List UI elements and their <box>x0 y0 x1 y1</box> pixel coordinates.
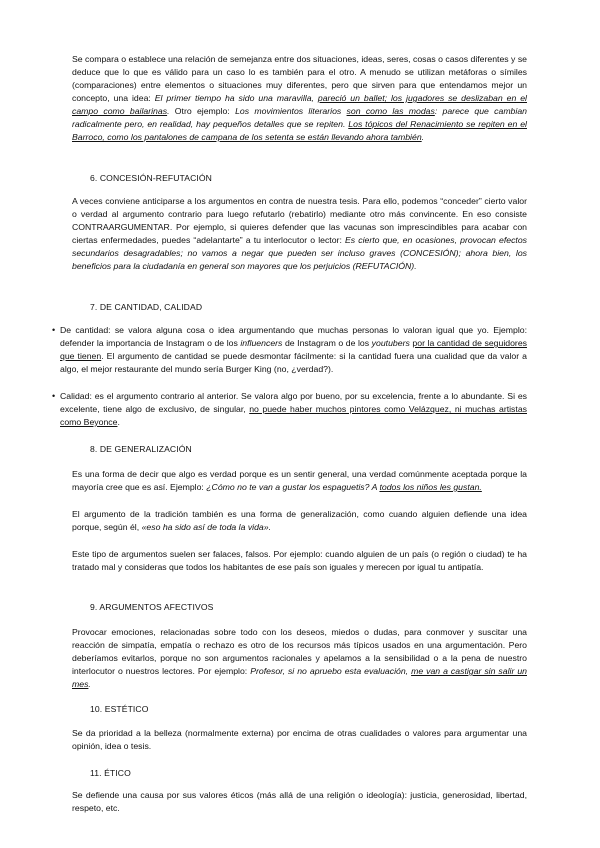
list-item-text: de Instagram o de los <box>282 338 372 348</box>
generalizacion-paragraph-3 <box>72 548 527 574</box>
estetico-paragraph <box>72 727 527 753</box>
underlined-text: no puede haber muchos pintores como Velázquez, ni muchas artistas como Beyonce <box>60 404 527 427</box>
paragraph-text: Se da prioridad a la belleza (normalmente externa) por encima de otras cualidades o valores para argumentar una opinión, idea o tesis. <box>72 728 527 751</box>
intro-paragraph <box>72 53 527 144</box>
example-underlined: pareció un ballet; los jugadores se deslizaban en el campo como bailarinas <box>72 93 527 116</box>
paragraph-text: A veces conviene anticiparse a los argumentos en contra de nuestra tesis. Para ello, podemos “conceder” cierto valor o verdad al argumento contrario para luego refutarlo (rebatirlo) mediante otro más convincente. En eso consiste CONTRAARGUMENTAR. Por ejemplo, si quieres defender que las vacunas son imprescindibles para acabar con ciertas enfermedades, puedes “adelantarte” a tu interlocutor o lector: <box>72 196 527 245</box>
list-item-text: Calidad: es el argumento contrario al anterior. Se valora algo por bueno, por su excelencia, frente a lo abundante. Si es excelente, tiene algo de exclusivo, de singular, <box>60 391 527 414</box>
section-heading-afectivos: 9. ARGUMENTOS AFECTIVOS <box>90 602 214 612</box>
example-text: influencers <box>240 338 283 348</box>
list-item-text: De cantidad: se valora alguna cosa o idea argumentando que muchas personas lo valoran igual que yo. Ejemplo: defender la importancia de Instagram o de los <box>60 325 527 348</box>
section-heading-concesion: 6. CONCESIÓN-REFUTACIÓN <box>90 173 212 183</box>
example-text: . <box>88 679 91 689</box>
example-text: Profesor, si no apruebo esta evaluación, <box>250 666 412 676</box>
section-heading-estetico: 10. ESTÉTICO <box>90 704 149 714</box>
paragraph-text: El argumento de la tradición también es una forma de generalización, como cuando alguien defiende una idea porque, según él, <box>72 509 527 532</box>
etico-paragraph <box>72 789 527 815</box>
example-underlined: Los tópicos del Renacimiento se repiten en el Barroco, como los pantalones de campana de los setenta se están llevando ahora también <box>72 119 527 142</box>
list-item-text: . El argumento de cantidad se puede desmontar fácilmente: si la cantidad fuera una cualidad que da valor a algo, el mejor restaurante del mundo sería Burger King (no, ¿verdad?). <box>60 351 527 374</box>
example-text: Es cierto que, en ocasiones, provocan efectos secundarios desagradables; no vamos a negar que pueden ser incluso graves (CONCESIÓN); ahora bien, los beneficios para la ciudadanía en general son mayores que los perjuicios (REFUTACIÓN). <box>72 235 527 271</box>
bullet-icon: • <box>52 391 56 401</box>
example-text: youtubers <box>371 338 410 348</box>
generalizacion-paragraph-2 <box>72 508 527 534</box>
example-text: «eso ha sido así de toda la vida». <box>141 522 272 532</box>
intro-text: Se compara o establece una relación de semejanza entre dos situaciones, ideas, seres, cosas o casos diferentes y se deduce que lo que es válido para un caso lo es también para el otro. A menudo se utilizan metáforas o símiles (comparaciones) entre elementos o situaciones muy diferentes, pero que sirven para que entendamos mejor un concepto, una idea: <box>72 54 527 103</box>
generalizacion-paragraph-1 <box>72 468 527 494</box>
section-heading-etico: 11. ÉTICO <box>90 768 131 778</box>
example-text: . <box>167 106 170 116</box>
example-underlined: me van a castigar sin salir un mes <box>72 666 527 689</box>
paragraph-text: Provocar emociones, relacionadas sobre todo con los deseos, miedos o dudas, para conmover y suscitar una reacción de simpatía, empatía o rechazo es otro de los recursos más típicos usados en una argumentación. Pero deberíamos evitarlos, porque no son argumentos racionales y apelamos a la sensibilidad o a la pena de nuestro interlocutor o nuestros lectores. Por ejemplo: <box>72 627 527 676</box>
paragraph-text: Es una forma de decir que algo es verdad porque es un sentir general, una verdad comúnmente aceptada porque la mayoría cree que es así. Ejemplo: <box>72 469 527 492</box>
example-text: . <box>421 132 425 142</box>
example-text: Los movimientos literarios <box>235 106 347 116</box>
underlined-text: por la cantidad de seguidores que tienen <box>60 338 527 361</box>
example-underlined: son como las modas <box>346 106 435 116</box>
paragraph-text: Se defiende una causa por sus valores éticos (más allá de una religión o ideología): justicia, generosidad, libertad, respeto, etc. <box>72 790 527 813</box>
section-heading-cantidad-calidad: 7. DE CANTIDAD, CALIDAD <box>90 302 203 312</box>
example-text: : parece que cambian radicalmente pero, en realidad, hay pequeños detalles que se repiten. <box>72 106 527 129</box>
paragraph-text: Este tipo de argumentos suelen ser falaces, falsos. Por ejemplo: cuando alguien de un país (o región o ciudad) te ha tratado mal y consideras que todos los habitantes de ese país son iguales y merecen por igual tu antipatía. <box>72 549 527 572</box>
concesion-paragraph <box>72 195 527 273</box>
list-item-calidad <box>60 390 527 429</box>
example-text: ¿Cómo no te van a gustar los espaguetis? A <box>206 482 380 492</box>
afectivos-paragraph <box>72 626 527 691</box>
example-text: El primer tiempo ha sido una maravilla, <box>154 93 318 103</box>
intro-text: Otro ejemplo: <box>169 106 236 116</box>
list-item-cantidad <box>60 324 527 376</box>
list-item-text: . <box>117 417 120 427</box>
section-heading-generalizacion: 8. DE GENERALIZACIÓN <box>90 444 192 454</box>
example-underlined: todos los niños les gustan. <box>379 482 482 492</box>
bullet-icon: • <box>52 325 56 335</box>
